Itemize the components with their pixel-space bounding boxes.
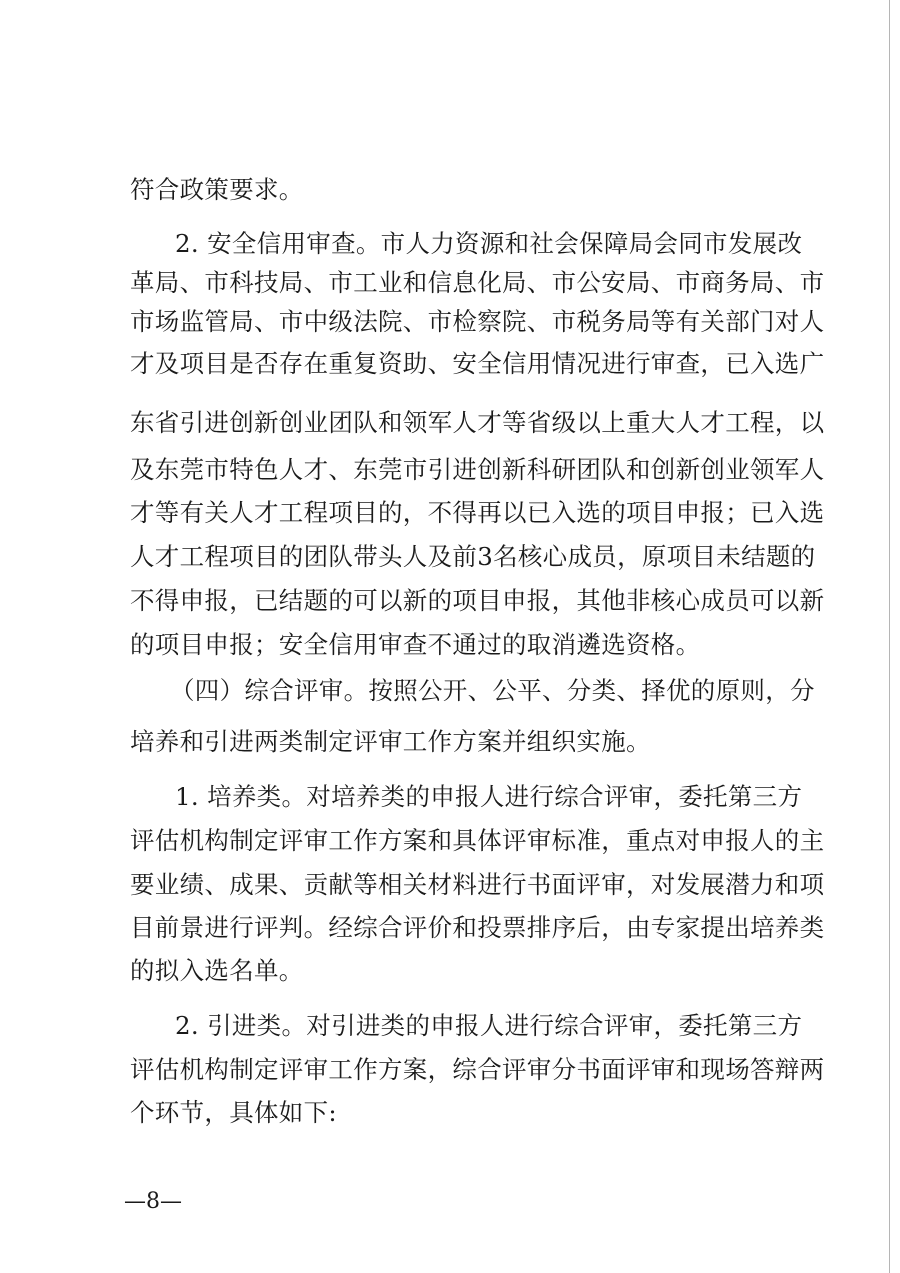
- text-line: 及东莞市特色人才、东莞市引进创新科研团队和创新创业领军人: [130, 455, 825, 484]
- text-line: 培养和引进两类制定评审工作方案并组织实施。: [130, 727, 651, 756]
- text-line: 2. 引进类。对引进类的申报人进行综合评审，委托第三方: [175, 1011, 803, 1040]
- text-line: 东省引进创新创业团队和领军人才等省级以上重大人才工程，以: [130, 408, 825, 437]
- text-line: 的拟入选名单。: [130, 956, 304, 985]
- text-line: 革局、市科技局、市工业和信息化局、市公安局、市商务局、市: [130, 268, 825, 297]
- text-line: 市场监管局、市中级法院、市检察院、市税务局等有关部门对人: [130, 307, 825, 336]
- text-line: 才等有关人才工程项目的，不得再以已入选的项目申报；已入选: [130, 498, 825, 527]
- text-line: 个环节，具体如下:: [130, 1098, 337, 1127]
- text-line: 人才工程项目的团队带头人及前3名核心成员，原项目未结题的: [130, 542, 816, 571]
- text-line: 目前景进行评判。经综合评价和投票排序后，由专家提出培养类: [130, 913, 825, 942]
- text-line: 不得申报，已结题的可以新的项目申报，其他非核心成员可以新: [130, 586, 825, 615]
- text-line: 2. 安全信用审查。市人力资源和社会保障局会同市发展改: [175, 229, 803, 258]
- text-line: 要业绩、成果、贡献等相关材料进行书面评审，对发展潜力和项: [130, 870, 825, 899]
- text-line: 1. 培养类。对培养类的申报人进行综合评审，委托第三方: [175, 782, 803, 811]
- text-line: 评估机构制定评审工作方案和具体评审标准，重点对申报人的主: [130, 826, 825, 855]
- text-line: （四）综合评审。按照公开、公平、分类、择优的原则，分: [170, 676, 815, 705]
- text-line: 评估机构制定评审工作方案，综合评审分书面评审和现场答辩两: [130, 1055, 825, 1084]
- page-edge-line: [889, 0, 890, 1273]
- page-number: —8—: [124, 1189, 182, 1214]
- text-line: 的项目申报；安全信用审查不通过的取消遴选资格。: [130, 630, 701, 659]
- text-line: 符合政策要求。: [130, 175, 304, 204]
- text-line: 才及项目是否存在重复资助、安全信用情况进行审查，已入选广: [130, 349, 825, 378]
